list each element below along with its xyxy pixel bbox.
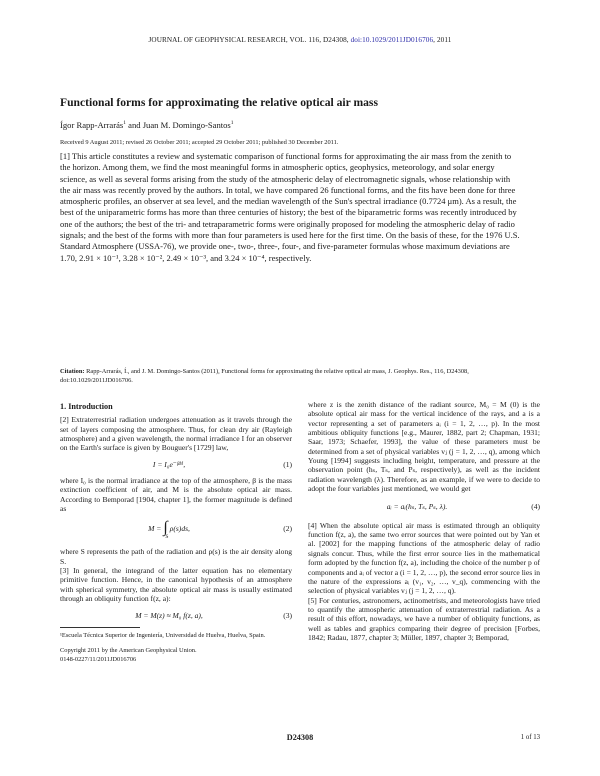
copyright	[60, 647, 292, 664]
page-id: D24308	[286, 733, 314, 742]
equation-2-rhs: ρ(s)ds,	[169, 523, 190, 533]
paper-title: Functional forms for approximating the relative optical air mass	[60, 96, 378, 109]
author-1: Ígor Rapp-Arrarás	[60, 120, 124, 130]
equation-3	[60, 611, 292, 620]
paragraph-3: [3] In general, the integrand of the latter equation has no elementary primitive function. Hence, in the canonical hypothesis of an atmosphere with spherical symmetry, the absolute optical air mass is usually estimated through an obliquity function f(z, a):	[60, 566, 292, 604]
equation-3-number: (3)	[283, 610, 292, 620]
abstract	[60, 151, 520, 264]
copyright-line-1: Copyright 2011 by the American Geophysical Union.	[60, 647, 197, 655]
author-line	[60, 120, 234, 130]
page-number: 1 of 13	[520, 734, 540, 741]
abstract-text: This article constitutes a review and systematic comparison of functional forms for approximating the air mass from the zenith to the horizon. Among them, we find the most meaningful forms in atmospheric optics, geophysics, meteorology, and solar energy science, as well as several forms arising from the study of the atmospheric delay of electromagnetic signals, whose relationship with the air mass was recently proved by the authors. In total, we have compared 26 functional forms, and the fits have been done for three atmospheric profiles, an observer at sea level, and the median wavelength of the Sun's spectral irradiance (0.7724 μm). As a result, the best of the uniparametric forms has more than three centuries of history; the best of the biparametric forms was recently introduced by one of the authors; the best of the tri- and tetraparametric forms were originally proposed for modeling the atmospheric delay of radio signals; and the best of the forms with more than four parameters is used here for the first time. On the basis of these, for the 1976 U.S. Standard Atmosphere (USSA-76), we provide one-, two-, three-, four-, and five-parameter formulas whose maximum deviations are 1.70, 2.91 × 10⁻¹, 3.28 × 10⁻², 2.49 × 10⁻³, and 3.24 × 10⁻⁴, respectively.	[60, 151, 520, 263]
equation-1-number: (1)	[283, 459, 292, 469]
paragraph-2: [2] Extraterrestrial radiation undergoes attenuation as it travels through the set of layers composing the atmosphere. Thus, for clean dry air (Rayleigh atmosphere) and a given wavelength, the normal irradiance I for an observer on the Earth's surface is given by Bouguer's [1729] law,	[60, 415, 292, 453]
equation-2-lhs: M =	[148, 523, 162, 533]
paragraph-4: [4] When the absolute optical air mass is estimated through an obliquity function f(z, a), the same two error sources that were pointed out by Yan et al. [2002] for the mapping functions of the atmospheric delay of radio signals concur. Thus, while the first error source lies in the mathematical form adopted by the function f(z, a), including the choice of the number p of components and aᵢ of vector a (i = 1, 2, …, p), the second error source lies in the nature of the expressions aᵢ (v₁, v₂, …, v_q), commencing with the selection of physical variables vⱼ (j = 1, 2, …, q).	[308, 520, 540, 596]
footnote-divider	[60, 627, 140, 628]
equation-4	[308, 502, 540, 511]
doi-link[interactable]: doi:10.1029/2011JD016706	[350, 36, 434, 44]
left-column	[60, 400, 292, 664]
equation-4-expr: aᵢ = aᵢ(hₛ, Tₛ, Pₛ, λ).	[386, 502, 448, 512]
equation-2-expr	[60, 519, 278, 541]
affiliation-footnote: ¹Escuela Técnica Superior de Ingeniería, Universidad de Huelva, Huelva, Spain.	[60, 631, 266, 639]
author-1-affil: 1	[123, 120, 126, 127]
integral-icon: ∫ S	[163, 521, 167, 535]
author-2-affil: 1	[230, 120, 234, 127]
citation	[60, 367, 540, 385]
abstract-tag: [1]	[60, 151, 70, 161]
citation-label: Citation:	[60, 368, 85, 375]
section-heading-introduction: 1. Introduction	[60, 402, 113, 411]
equation-4-number: (4)	[531, 502, 540, 512]
paragraph-5: [5] For centuries, astronomers, actinometrists, and meteorologists have tried to quantify the atmospheric attenuation of extraterrestrial radiation. As a result of this effort, nowadays, we have a number of obliquity functions, as well as tables and graphics comparing their degree of precision [Forbes, 1842; Radau, 1877, chapter 3; Müller, 1897, chapter 3; Bemporad,	[308, 595, 540, 642]
publication-dates: Received 9 August 2011; revised 26 October 2011; accepted 29 October 2011; published 30 December 2011.	[60, 139, 339, 146]
journal-name: JOURNAL OF GEOPHYSICAL RESEARCH, VOL. 116, D24308,	[148, 36, 349, 44]
equation-2	[60, 519, 292, 541]
equation-1-expr: I = I₀e⁻ᵝᴹ,	[152, 459, 186, 469]
author-2: and Juan M. Domingo-Santos	[125, 120, 231, 130]
equation-3-expr: M = M(z) ≈ M₀ f(z, a),	[135, 610, 203, 620]
paragraph-2c: where S represents the path of the radiation and ρ(s) is the air density along S.	[60, 547, 292, 566]
integral-subscript: S	[165, 534, 169, 541]
right-column	[308, 400, 540, 642]
equation-1	[60, 460, 292, 469]
journal-header	[0, 36, 600, 44]
equation-2-number: (2)	[283, 523, 292, 533]
journal-year: , 2011	[433, 36, 452, 44]
citation-text: Rapp-Arrarás, Í., and J. M. Domingo-Santos (2011), Functional forms for approximating the relative optical air mass, J. Geophys. Res., 116, D24308, doi:10.1029/2011JD016706.	[60, 368, 469, 384]
paragraph-3b: where z is the zenith distance of the radiant source, M₀ = M (0) is the absolute optical air mass for the vertical incidence of the rays, and a is a vector representing a set of parameters aᵢ (i = 1, 2, …, p). In the most ambitious obliquity functions [e.g., Maurer, 1882, part 2; Chapman, 1931; Saar, 1973; Schaefer, 1993], the value of these parameters must be determined from a set of physical variables vⱼ (j = 1, 2, …, q), among which Young [1994] suggests including height, temperature, and pressure at the observation point (hₛ, Tₛ, and Pₛ, respectively), as well as the incident radiation wavelength (λ). Therefore, as an example, if we were to decide to adopt the four variables just mentioned, we would get	[308, 400, 540, 494]
paragraph-2b: where I₀ is the normal irradiance at the top of the atmosphere, β is the mass extinction coefficient of air, and M is the absolute optical air mass. According to Bemporad [1904, chapter 1], the former magnitude is defined as	[60, 476, 292, 514]
copyright-line-2: 0148-0227/11/2011JD016706	[60, 655, 137, 663]
